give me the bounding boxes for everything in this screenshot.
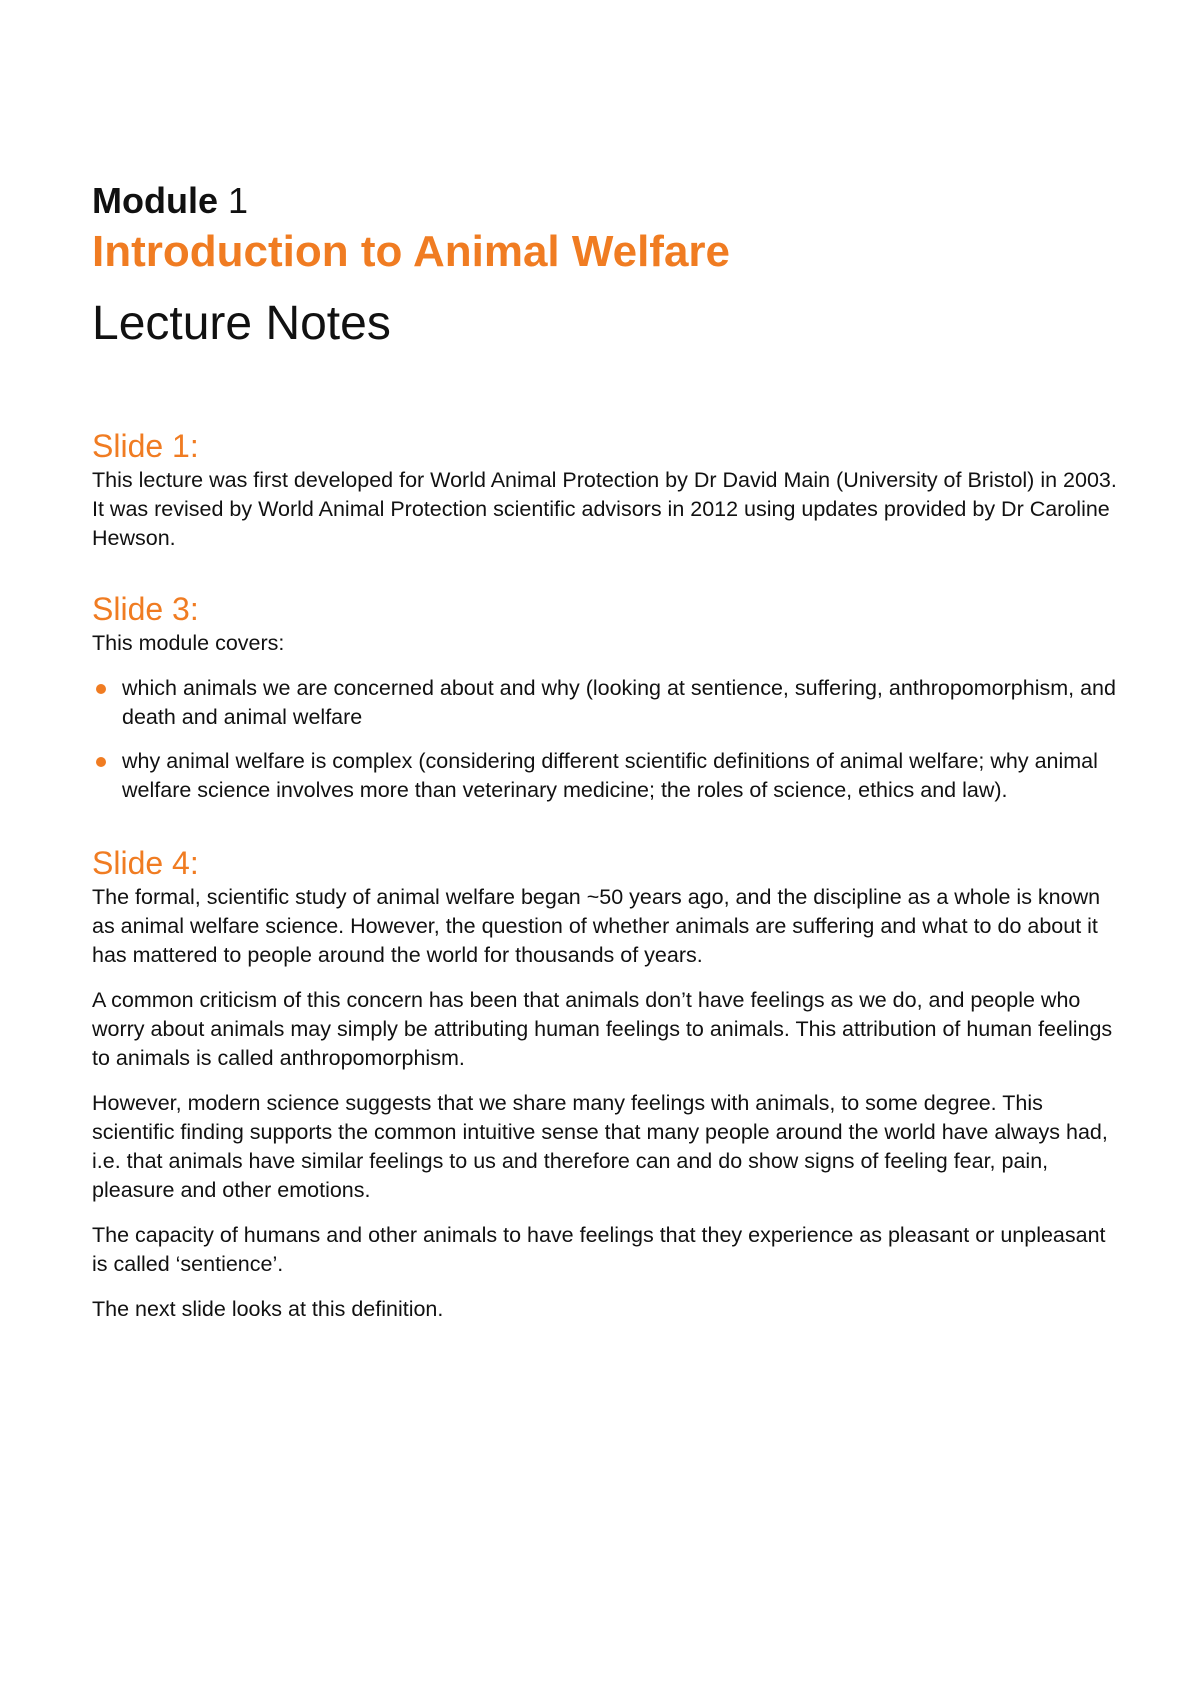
module-label (92, 178, 1122, 224)
slide-3-heading: Slide 3: (92, 591, 199, 627)
slide-3-intro: This module covers: (92, 631, 285, 655)
list-item (92, 674, 1122, 732)
slide-3-bullet-list (92, 674, 1122, 805)
slide-1-paragraph: This lecture was first developed for World Animal Protection by Dr David Main (University of Bristol) in 2003. It was revised by World Animal Protection scientific advisors in 2012 using updates provided by Dr Caroline Hewson. (92, 468, 1117, 550)
bullet-text: why animal welfare is complex (considering different scientific definitions of animal welfare; why animal welfare science involves more than veterinary medicine; the roles of science, ethics and law). (122, 749, 1098, 802)
bullet-dot-icon (96, 757, 106, 767)
slide-4-section (92, 843, 1122, 1324)
slide-4-paragraph: However, modern science suggests that we share many feelings with animals, to some degree. This scientific finding supports the common intuitive sense that many people around the world have always had, i.e. that animals have similar feelings to us and therefore can and do show signs of feeling fear, pain, pleasure and other emotions. (92, 1091, 1108, 1202)
slide-4-heading: Slide 4: (92, 845, 199, 881)
document-title: Introduction to Animal Welfare (92, 227, 731, 276)
slide-1-section (92, 426, 1122, 553)
document-subtitle: Lecture Notes (92, 297, 391, 350)
bullet-text: which animals we are concerned about and why (looking at sentience, suffering, anthropomorphism, and death and animal welfare (122, 676, 1116, 729)
slide-4-paragraph: The next slide looks at this definition. (92, 1297, 444, 1321)
document-page (92, 178, 1122, 1324)
slide-4-paragraph: The capacity of humans and other animals to have feelings that they experience as pleasant or unpleasant is called ‘sentience’. (92, 1223, 1106, 1276)
slide-3-section (92, 589, 1122, 805)
slide-1-heading: Slide 1: (92, 428, 199, 464)
slide-4-paragraph: The formal, scientific study of animal welfare began ~50 years ago, and the discipline as a whole is known as animal welfare science. However, the question of whether animals are suffering and what to do about it has mattered to people around the world for thousands of years. (92, 885, 1101, 967)
module-number: 1 (228, 180, 249, 221)
list-item (92, 747, 1122, 805)
module-word: Module (92, 180, 218, 221)
slide-4-paragraph: A common criticism of this concern has been that animals don’t have feelings as we do, and people who worry about animals may simply be attributing human feelings to animals. This attribution of human feelings to animals is called anthropomorphism. (92, 988, 1113, 1070)
bullet-dot-icon (96, 684, 106, 694)
